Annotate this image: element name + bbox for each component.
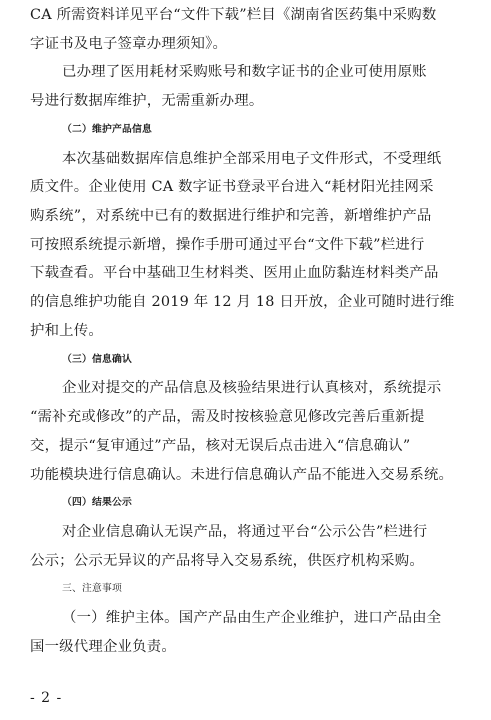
section-heading: （四）结果公示 (62, 497, 132, 508)
text-line: “需补充或修改”的产品，需及时按核验意见修改完善后重新提 (30, 409, 425, 425)
text-line: 已办理了医用耗材采购账号和数字证书的企业可使用原账 (62, 64, 427, 80)
text-line: 号进行数据库维护，无需重新办理。 (30, 93, 264, 109)
text-line: （一）维护主体。国产产品由生产企业维护，进口产品由全 (62, 610, 442, 626)
text-line: 功能模块进行信息确认。未进行信息确认产品不能进入交易系统。 (30, 467, 454, 483)
text-line: 企业对提交的产品信息及核验结果进行认真核对，系统提示 (62, 380, 442, 396)
text-line: 对企业信息确认无误产品，将通过平台“公示公告”栏进行 (62, 524, 428, 540)
section-heading: （二）维护产品信息 (62, 124, 152, 135)
text-line: 可按照系统提示新增，操作手册可通过平台“文件下载”栏进行 (30, 237, 425, 253)
text-line: 下载查看。平台中基础卫生材料类、医用止血防黏连材料类产品 (30, 265, 439, 281)
text-line: 质文件。企业使用 CA 数字证书登录平台进入“耗材阳光挂网采 (30, 179, 434, 195)
text-line: 交，提示“复审通过”产品，核对无误后点击进入“信息确认” (30, 438, 411, 454)
page-number: - 2 - (30, 690, 63, 706)
text-line: 公示；公示无异议的产品将导入交易系统，供医疗机构采购。 (30, 553, 424, 569)
text-line: CA 所需资料详见平台“文件下载”栏目《湖南省医药集中采购数 (30, 7, 437, 23)
text-line: 购系统”，对系统中已有的数据进行维护和完善，新增维护产品 (30, 208, 432, 224)
text-line: 的信息维护功能自 2019 年 12 月 18 日开放，企业可随时进行维 (30, 294, 455, 310)
text-line: 护和上传。 (30, 323, 103, 339)
text-line: 国一级代理企业负责。 (30, 639, 176, 655)
section-heading: 三、注意事项 (62, 583, 122, 594)
section-heading: （三）信息确认 (62, 354, 132, 365)
text-line: 本次基础数据库信息维护全部采用电子文件形式，不受理纸 (62, 151, 442, 167)
text-line: 字证书及电子签章办理须知》。 (30, 36, 228, 52)
